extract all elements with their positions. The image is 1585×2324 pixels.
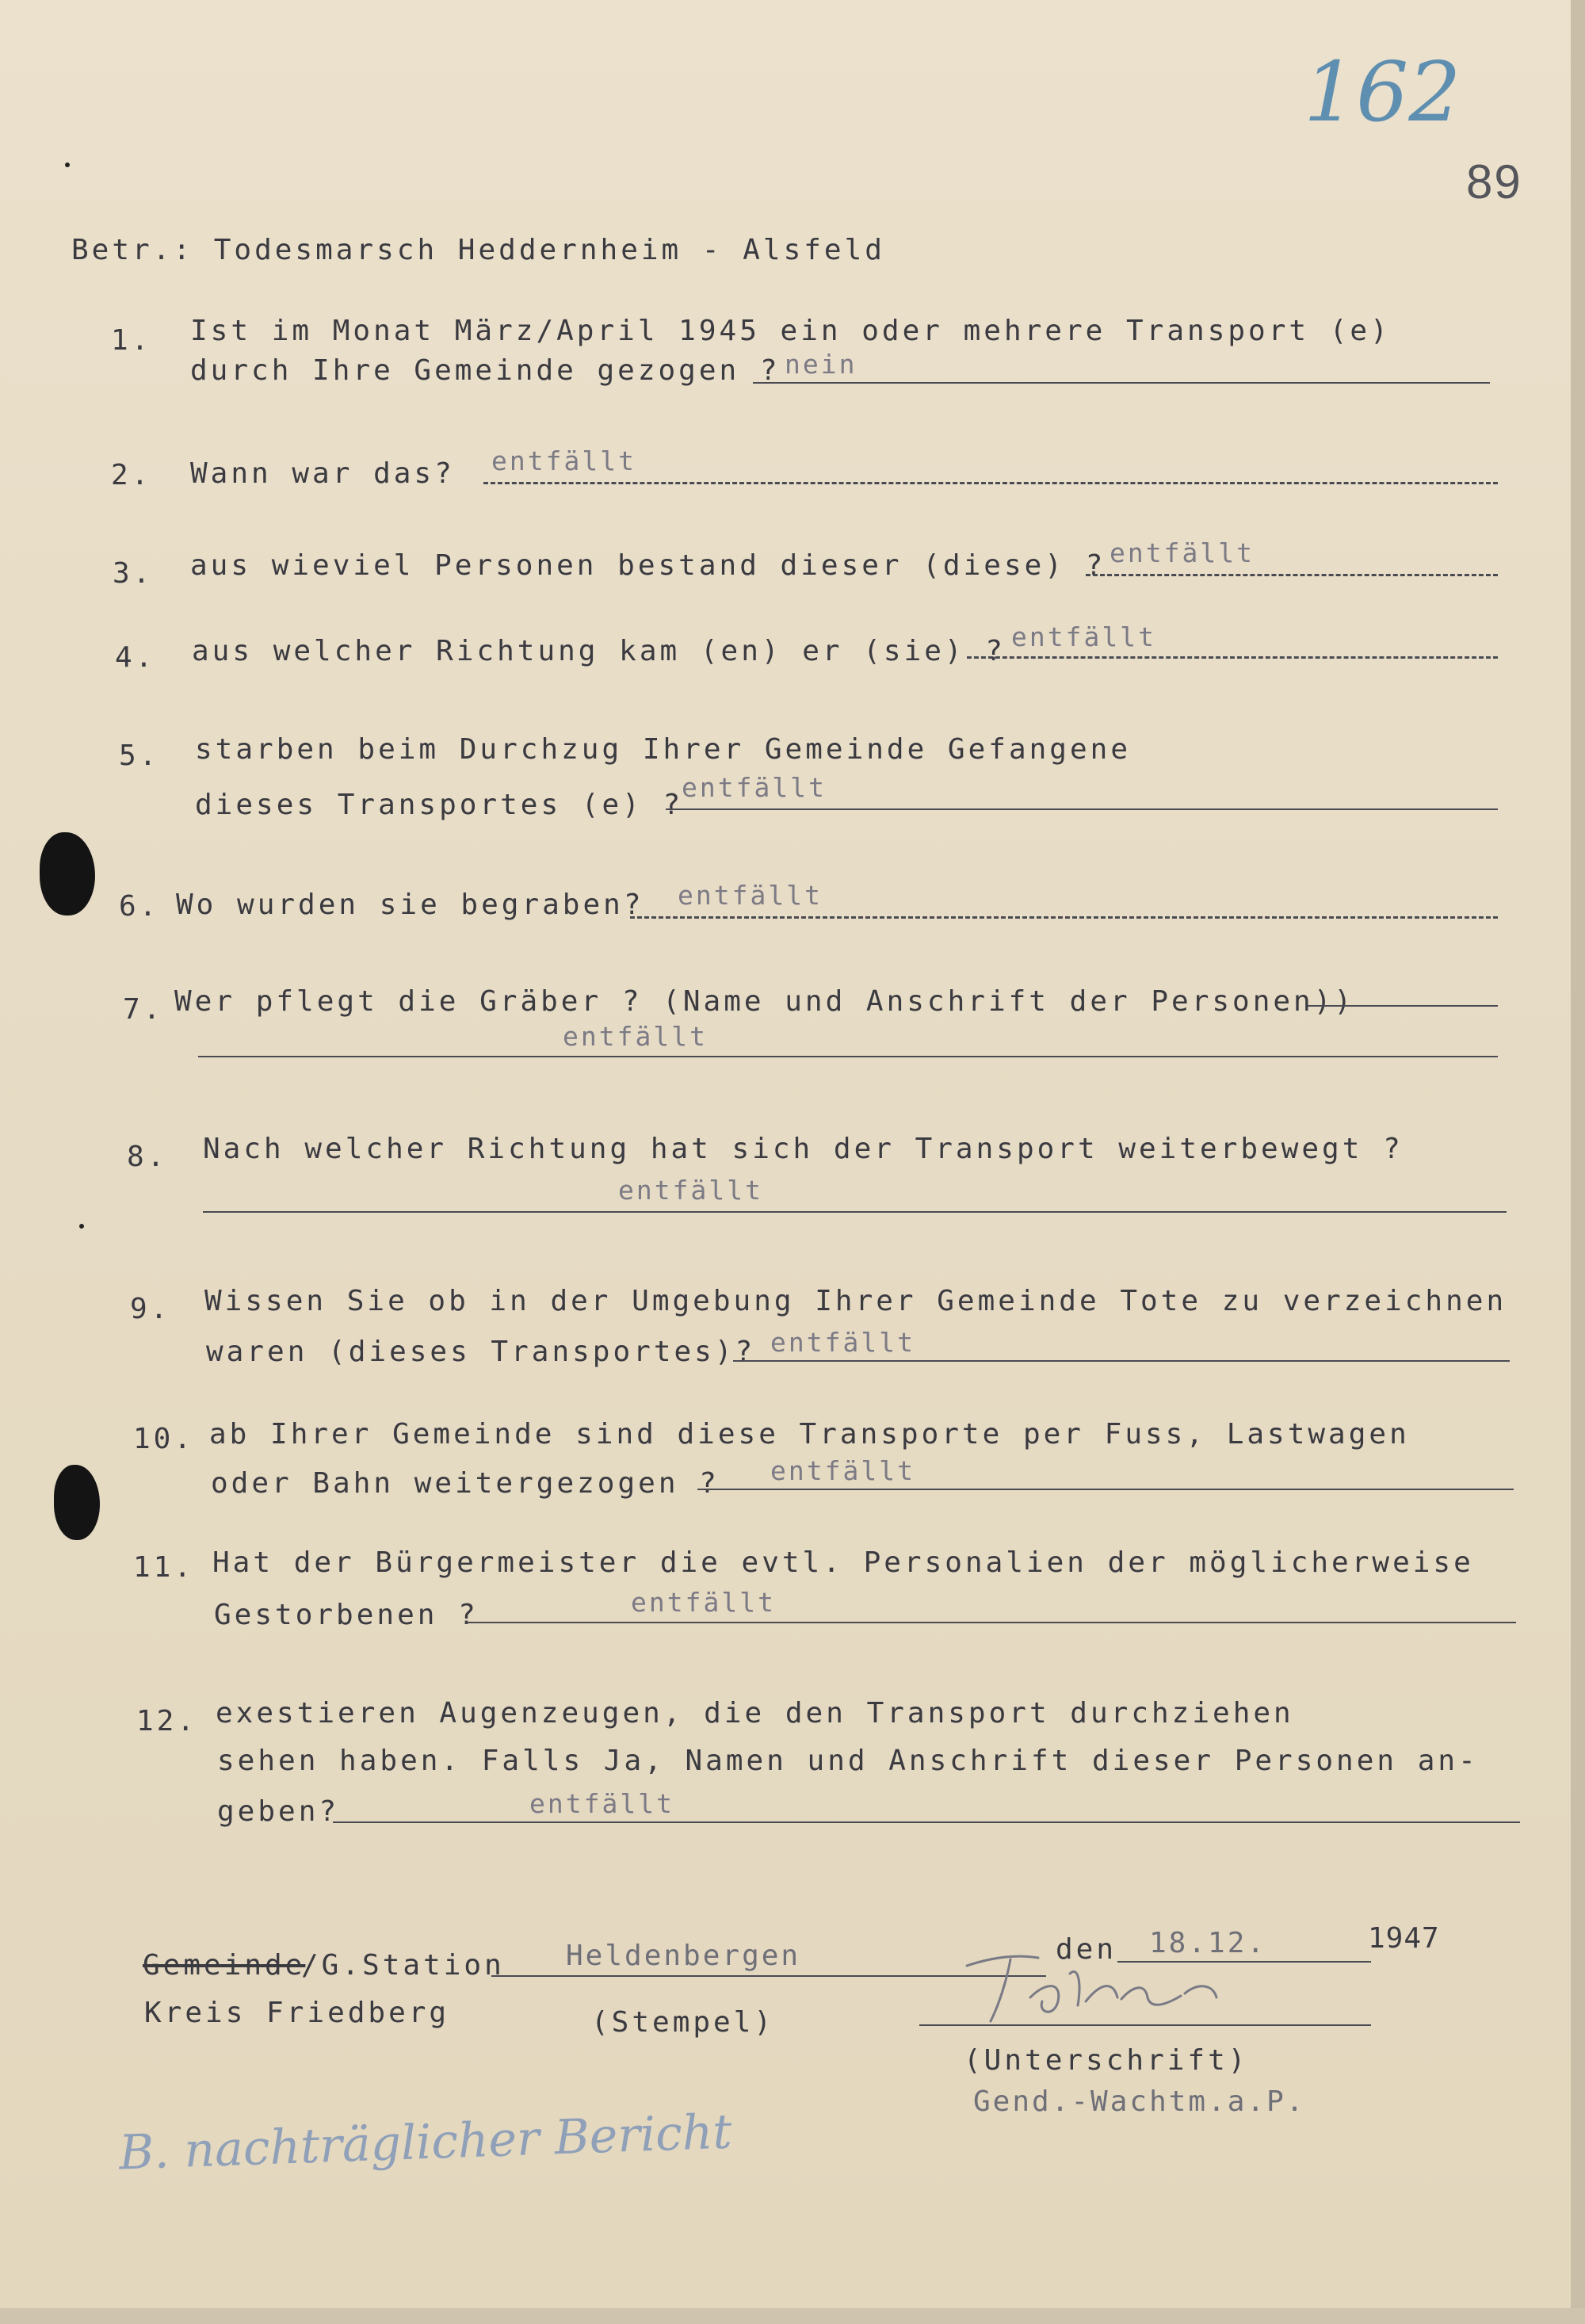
answer-underline bbox=[1308, 1005, 1498, 1007]
station-value: Heldenbergen bbox=[566, 1940, 801, 1972]
question-text-line: Wer pflegt die Gräber ? (Name und Anschrift der Personen)) bbox=[174, 985, 1355, 1018]
unterschrift-label: (Unterschrift) bbox=[964, 2044, 1249, 2077]
question-text-line: starben beim Durchzug Ihrer Gemeinde Gefangene bbox=[195, 733, 1131, 766]
question-number: 3. bbox=[113, 557, 154, 590]
answer-field: nein bbox=[785, 349, 857, 380]
page-edge-bottom bbox=[0, 2308, 1585, 2324]
question-number: 4. bbox=[115, 641, 156, 674]
question-text-line: Wo wurden sie begraben? bbox=[176, 889, 644, 921]
answer-field: entfällt bbox=[678, 880, 823, 911]
rank-label: Gend.-Wachtm.a.P. bbox=[973, 2085, 1306, 2118]
station-struck-word: Gemeinde bbox=[143, 1949, 306, 1982]
question-text-line: sehen haben. Falls Ja, Namen und Anschrift dieser Personen an- bbox=[217, 1745, 1479, 1777]
question-text-line: aus welcher Richtung kam (en) er (sie) ? bbox=[192, 635, 1006, 667]
question-number: 12. bbox=[136, 1705, 198, 1737]
folio-number-handwritten: 162 bbox=[1304, 44, 1461, 140]
question-number: 9. bbox=[130, 1293, 171, 1325]
answer-field: entfällt bbox=[1110, 537, 1255, 568]
question-number: 2. bbox=[111, 459, 152, 491]
answer-field: entfällt bbox=[682, 772, 827, 803]
ink-blot bbox=[54, 1465, 100, 1540]
pencil-note: B. nachträglicher Bericht bbox=[118, 2104, 733, 2181]
question-text-line: waren (dieses Transportes)? bbox=[206, 1336, 756, 1368]
kreis-label: Kreis Friedberg bbox=[144, 1997, 450, 2029]
answer-underline bbox=[733, 1360, 1510, 1362]
date-value: 18.12. bbox=[1149, 1927, 1267, 1959]
question-text-line: exestieren Augenzeugen, die den Transport durchziehen bbox=[216, 1697, 1294, 1730]
question-text-line: Hat der Bürgermeister die evtl. Personalien der möglicherweise bbox=[212, 1546, 1474, 1579]
answer-underline bbox=[666, 808, 1498, 810]
answer-underline bbox=[753, 382, 1490, 384]
question-text-line: Gestorbenen ? bbox=[214, 1599, 479, 1631]
question-text-line: Nach welcher Richtung hat sich der Transport weiterbewegt ? bbox=[203, 1133, 1404, 1165]
answer-underline bbox=[967, 656, 1498, 659]
answer-field: entfällt bbox=[491, 445, 636, 476]
subject-line: Betr.: Todesmarsch Heddernheim - Alsfeld bbox=[71, 234, 885, 266]
question-number: 8. bbox=[127, 1141, 168, 1173]
answer-underline bbox=[483, 482, 1498, 484]
year-value: 1947 bbox=[1368, 1922, 1440, 1955]
folio-number-typed: 89 bbox=[1466, 155, 1522, 208]
station-label: /G.Station bbox=[301, 1949, 505, 1982]
stempel-label: (Stempel) bbox=[591, 2006, 775, 2039]
answer-field: entfällt bbox=[529, 1788, 674, 1819]
answer-underline bbox=[1086, 574, 1498, 576]
question-text-line: geben? bbox=[217, 1795, 340, 1828]
answer-field: entfällt bbox=[563, 1021, 708, 1052]
paper-speck bbox=[65, 162, 70, 167]
question-number: 11. bbox=[133, 1551, 195, 1584]
page-edge-right bbox=[1571, 0, 1585, 2324]
answer-underline bbox=[466, 1622, 1516, 1623]
question-text-line: dieses Transportes (e) ? bbox=[195, 789, 684, 821]
date-label: den bbox=[1056, 1933, 1117, 1966]
answer-field: entfällt bbox=[631, 1587, 776, 1618]
answer-underline bbox=[198, 1056, 1498, 1057]
question-number: 6. bbox=[119, 890, 160, 923]
question-number: 5. bbox=[119, 740, 160, 772]
question-text-line: Wissen Sie ob in der Umgebung Ihrer Gemeinde Tote zu verzeichnen bbox=[204, 1285, 1507, 1317]
signature-underline bbox=[919, 2024, 1371, 2026]
answer-field: entfällt bbox=[1011, 621, 1156, 652]
answer-field: entfällt bbox=[770, 1327, 915, 1358]
answer-underline bbox=[203, 1211, 1507, 1213]
ink-blot bbox=[40, 832, 95, 915]
answer-underline bbox=[333, 1821, 1520, 1823]
paper-speck bbox=[79, 1224, 84, 1229]
question-text-line: Wann war das? bbox=[190, 457, 455, 490]
question-text-line: aus wieviel Personen bestand dieser (diese) ? bbox=[190, 549, 1106, 582]
question-text-line: ab Ihrer Gemeinde sind diese Transporte per Fuss, Lastwagen bbox=[209, 1418, 1410, 1451]
question-number: 1. bbox=[111, 324, 152, 357]
question-number: 10. bbox=[133, 1423, 195, 1455]
answer-field: entfällt bbox=[618, 1175, 763, 1206]
question-text-line: Ist im Monat März/April 1945 ein oder mehrere Transport (e) bbox=[190, 315, 1391, 347]
question-number: 7. bbox=[123, 993, 164, 1026]
question-text-line: oder Bahn weitergezogen ? bbox=[211, 1467, 720, 1500]
answer-underline bbox=[630, 916, 1498, 919]
answer-underline bbox=[697, 1489, 1514, 1490]
handwritten-signature bbox=[943, 1934, 1260, 2037]
question-text-line: durch Ihre Gemeinde gezogen ? bbox=[190, 354, 781, 387]
answer-field: entfällt bbox=[770, 1455, 915, 1486]
